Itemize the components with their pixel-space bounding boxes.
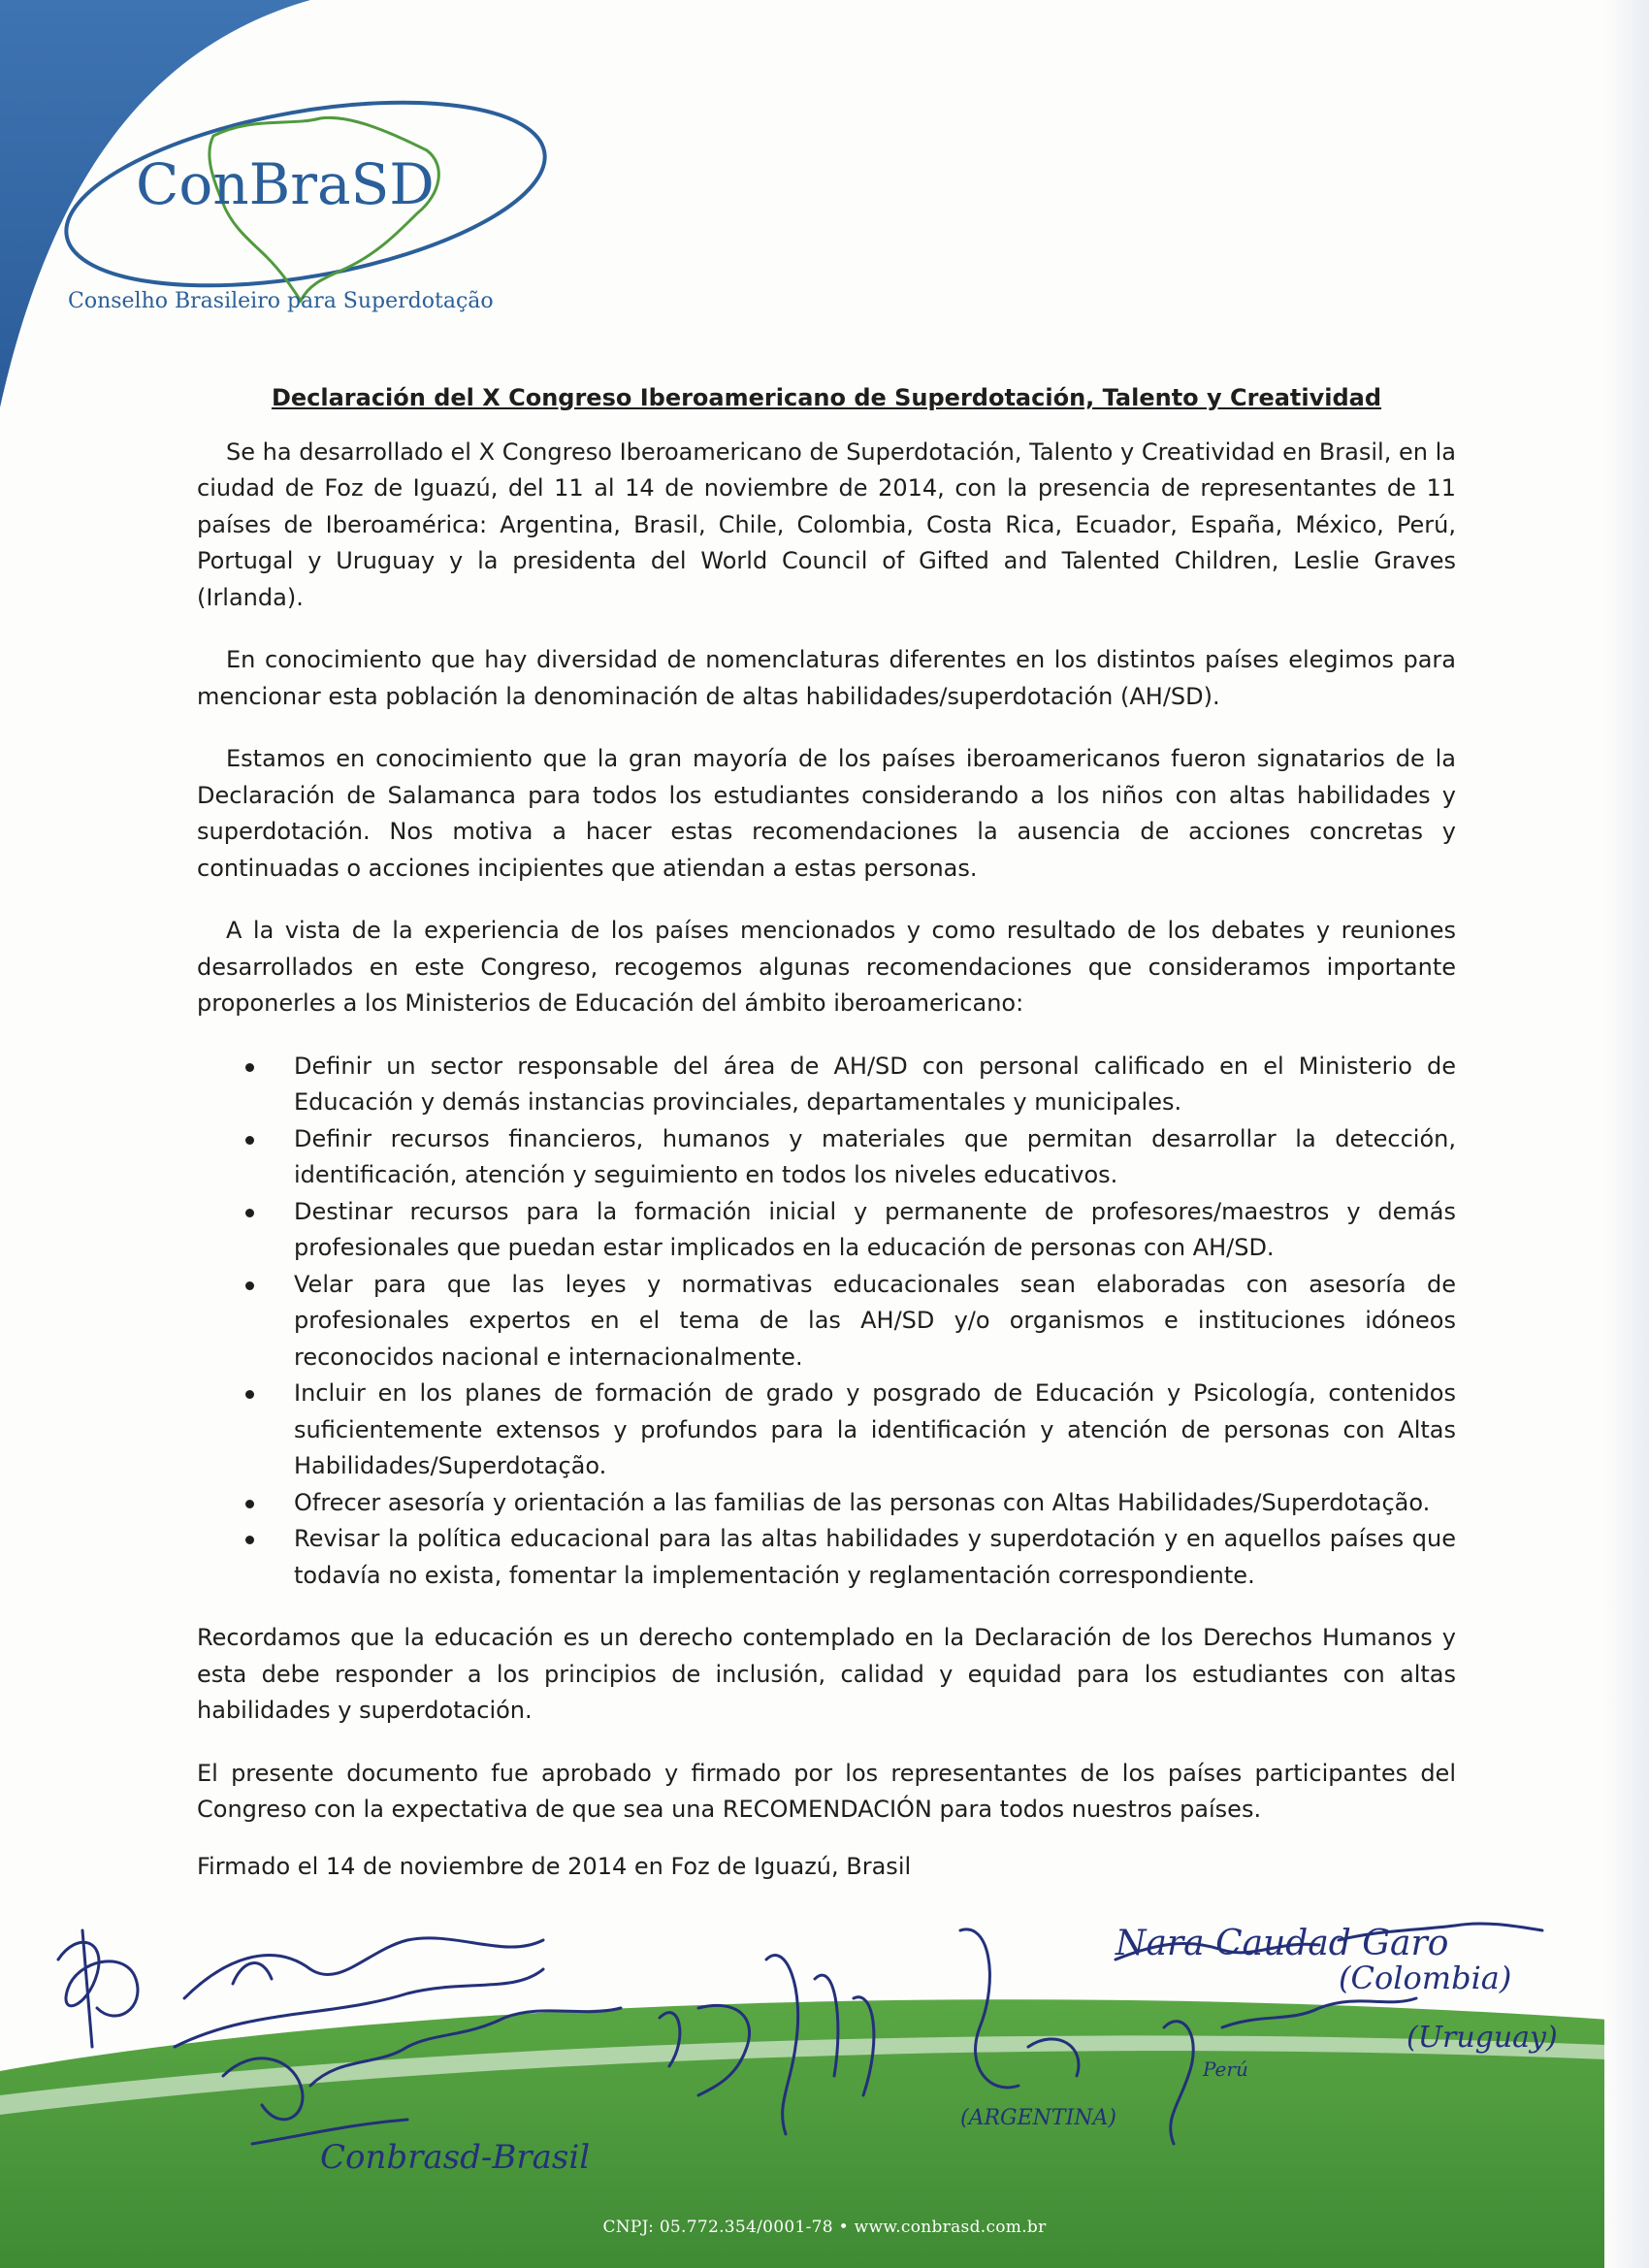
paragraph-human-rights: Recordamos que la educación es un derecho contemplado en la Declaración de los Derechos Humanos y esta debe responder a los principios de inclusión, calidad y equidad para los estudiantes con altas habilidades y superdotación. <box>197 1624 1456 1724</box>
logo-wordmark: ConBraSD <box>136 151 435 217</box>
paragraph-salamanca: Estamos en conocimiento que la gran mayoría de los países iberoamericanos fueron signatarios de la Declaración de Salamanca para todos los estudiantes considerando a los niños con altas habilidades y superdotación. Nos motiva a hacer estas recomendaciones la ausencia de acciones concretas y continuadas o acciones incipientes que atiendan a estas personas. <box>197 745 1456 882</box>
signature-8 <box>1164 1998 1416 2144</box>
document-title: Declaración del X Congreso Iberoamericano de Superdotación, Talento y Creatividad <box>271 384 1382 411</box>
footer-contact: CNPJ: 05.772.354/0001-78 • www.conbrasd.com.br <box>602 2218 1047 2237</box>
recommendation-item <box>197 1485 1456 1522</box>
bullet-icon <box>245 1536 254 1544</box>
recommendation-text: Destinar recursos para la formación inicial y permanente de profesores/maestros y demás profesionales que puedan estar implicados en la educación de personas con AH/SD. <box>294 1197 1456 1261</box>
recommendation-item <box>197 1267 1456 1377</box>
paragraph-nomenclature: En conocimiento que hay diversidad de nomenclaturas diferentes en los distintos países elegimos para mencionar esta población la denominación de altas habilidades/superdotación (AH/SD). <box>197 646 1456 710</box>
recommendation-text: Ofrecer asesoría y orientación a las familias de las personas con Altas Habilidades/Superdotação. <box>294 1488 1431 1516</box>
recommendation-text: Incluir en los planes de formación de grado y posgrado de Educación y Psicología, contenidos suficientemente extensos y profundos para la identificación y atención de personas con Altas Habilidades/Superdotação. <box>294 1379 1456 1479</box>
recommendation-item <box>197 1049 1456 1121</box>
signature-annotation: (Uruguay) <box>1406 2021 1558 2055</box>
signature-6 <box>960 1929 1079 2088</box>
recommendation-item <box>197 1521 1456 1594</box>
recommendation-text: Definir un sector responsable del área de AH/SD con personal calificado en el Ministerio de Educación y demás instancias provinciales, departamentales y municipales. <box>294 1052 1456 1116</box>
bullet-icon <box>245 1281 254 1290</box>
signature-3 <box>223 2008 621 2144</box>
signature-5 <box>766 1956 874 2134</box>
signature-2 <box>175 1938 543 2047</box>
signature-annotation: Conbrasd-Brasil <box>320 2138 591 2177</box>
bullet-icon <box>245 1500 254 1508</box>
signature-annotation: Perú <box>1203 2057 1248 2081</box>
signatures-area <box>0 1901 1649 2192</box>
bullet-icon <box>245 1209 254 1217</box>
recommendation-item <box>197 1376 1456 1485</box>
recommendations-list <box>197 1049 1456 1595</box>
recommendation-text: Definir recursos financieros, humanos y materiales que permitan desarrollar la detección, identificación, atención y seguimiento en todos los niveles educativos. <box>294 1124 1456 1188</box>
bullet-icon <box>245 1390 254 1399</box>
signature-annotation: Nara Caudad Garo <box>1116 1924 1449 1963</box>
recommendation-text: Revisar la política educacional para las altas habilidades y superdotación y en aquellos países que todavía no exista, fomentar la implementación y reglamentación correspondiente. <box>294 1525 1456 1589</box>
bullet-icon <box>245 1136 254 1145</box>
recommendation-item <box>197 1121 1456 1194</box>
declaration-body <box>197 380 1456 1911</box>
signed-date-line: Firmado el 14 de noviembre de 2014 en Foz de Iguazú, Brasil <box>197 1852 912 1880</box>
signature-annotation: (ARGENTINA) <box>960 2106 1117 2130</box>
signature-annotation: (Colombia) <box>1339 1960 1512 1996</box>
signature-1 <box>58 1930 138 2047</box>
paragraph-recommendations-intro: A la vista de la experiencia de los países mencionados y como resultado de los debates y reuniones desarrollados en este Congreso, recogemos algunas recomendaciones que consideramos importante proponerles a los Ministerios de Educación del ámbito iberoamericano: <box>197 917 1456 1017</box>
bullet-icon <box>245 1063 254 1072</box>
paragraph-intro: Se ha desarrollado el X Congreso Iberoamericano de Superdotación, Talento y Creatividad en Brasil, en la ciudad de Foz de Iguazú, del 11 al 14 de noviembre de 2014, con la presencia de representantes de 11 países de Iberoamérica: Argentina, Brasil, Chile, Colombia, Costa Rica, Ecuador, España, México, Perú, Portugal y Uruguay y la presidenta del World Council of Gifted and Talented Children, Leslie Graves (Irlanda). <box>197 437 1456 611</box>
paragraph-approval: El presente documento fue aprobado y firmado por los representantes de los países participantes del Congreso con la expectativa de que sea una RECOMENDACIÓN para todos nuestros países. <box>197 1759 1456 1823</box>
organization-subtitle: Conselho Brasileiro para Superdotação <box>68 289 494 313</box>
recommendation-item <box>197 1194 1456 1267</box>
recommendation-text: Velar para que las leyes y normativas educacionales sean elaboradas con asesoría de profesionales expertos en el tema de las AH/SD y/o organismos e instituciones idóneos reconocidos nacional e internacionalmente. <box>294 1270 1456 1371</box>
signature-4 <box>660 2005 750 2095</box>
